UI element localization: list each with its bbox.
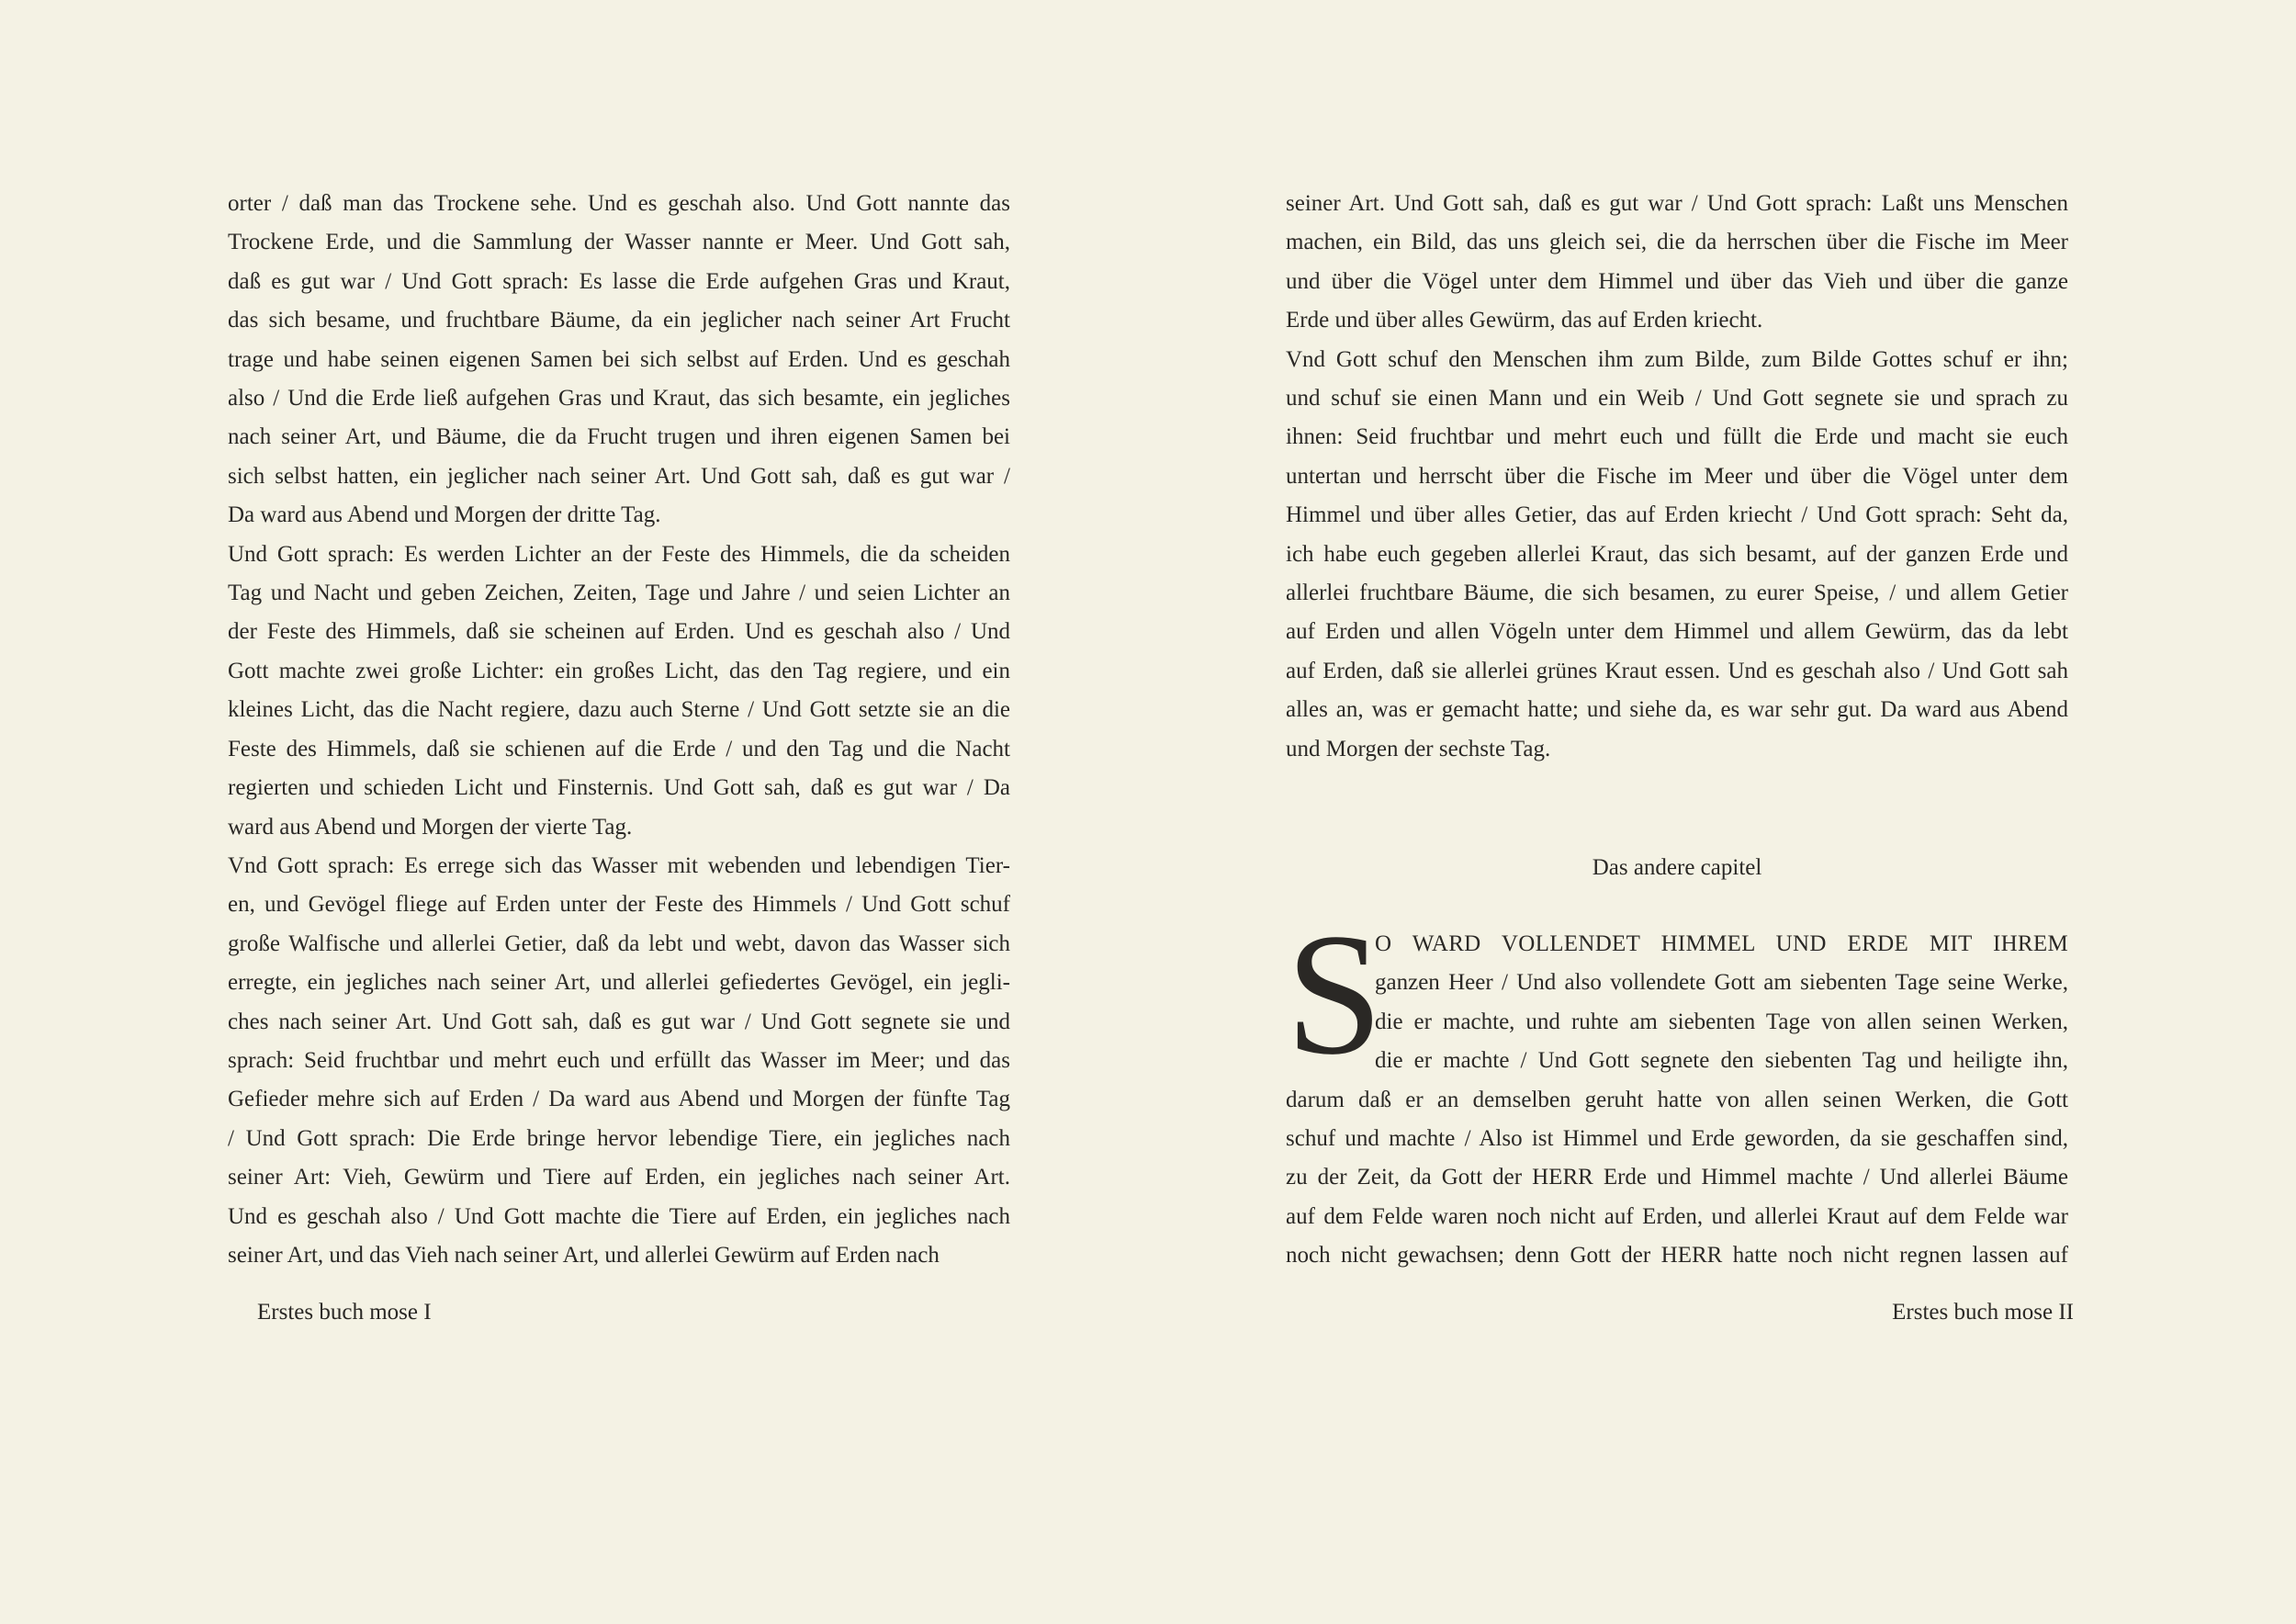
text-line: trage und habe seinen eigenen Samen bei sich selbst auf Erden. Und es geschah [228,346,1010,372]
text-line: die er machte, und ruhte am siebenten Tage von allen seinen Werken, [1375,1009,2068,1034]
text-line: Vnd Gott schuf den Menschen ihm zum Bilde, zum Bilde Gottes schuf er ihn; [1286,346,2068,372]
text-line: seiner Art. Und Gott sah, daß es gut war / Und Gott sprach: Laßt uns Menschen [1286,191,2068,216]
text-line: Gott machte zwei große Lichter: ein großes Licht, das den Tag regiere, und ein [228,658,1010,683]
chapter-heading: Das andere capitel [1592,855,1762,880]
text-line: ich habe euch gegeben allerlei Kraut, das sich besamt, auf der ganzen Erde und [1286,541,2068,567]
text-line: en, und Gevögel fliege auf Erden unter der Feste des Himmels / Und Gott schuf [228,892,1010,918]
text-line: das sich besame, und fruchtbare Bäume, da ein jeglicher nach seiner Art Frucht [228,308,1010,333]
text-line: O WARD VOLLENDET HIMMEL UND ERDE MIT IHREM [1375,931,2068,956]
text-line: Gefieder mehre sich auf Erden / Da ward aus Abend und Morgen der fünfte Tag [228,1087,1010,1112]
text-line: auf Erden und allen Vögeln unter dem Himmel und allem Gewürm, das da lebt [1286,619,2068,645]
drop-cap-lines [1375,925,2068,1081]
text-line: daß es gut war / Und Gott sprach: Es lasse die Erde aufgehen Gras und Kraut, [228,268,1010,294]
text-line: Und es geschah also / Und Gott machte die Tiere auf Erden, ein jegliches nach [228,1203,1010,1229]
text-line: seiner Art: Vieh, Gewürm und Tiere auf Erden, ein jegliches nach seiner Art. [228,1165,1010,1190]
chapter-opening [1286,898,2068,1276]
text-line: regierten und schieden Licht und Finsternis. Und Gott sah, daß es gut war / Da [228,775,1010,801]
text-line: machen, ein Bild, das uns gleich sei, die da herrschen über die Fische im Meer [1286,230,2068,255]
text-line: Tag und Nacht und geben Zeichen, Zeiten, Tage und Jahre / und seien Lichter an [228,581,1010,606]
text-line: erregte, ein jegliches nach seiner Art, und allerlei gefiedertes Gevögel, ein jegli- [228,970,1010,996]
text-line: Trockene Erde, und die Sammlung der Wasser nannte er Meer. Und Gott sah, [228,230,1010,255]
text-line: also / Und die Erde ließ aufgehen Gras und Kraut, das sich besamte, ein jegliches [228,386,1010,412]
text-line: und Morgen der sechste Tag. [1286,736,1551,761]
text-line: darum daß er an demselben geruht hatte von allen seinen Werken, die Gott [1286,1087,2068,1112]
text-line: Und Gott sprach: Es werden Lichter an der Feste des Himmels, die da scheiden [228,541,1010,567]
left-page-footer: Erstes buch mose I [257,1300,432,1325]
text-line: sich selbst hatten, ein jeglicher nach seiner Art. Und Gott sah, daß es gut war / [228,463,1010,489]
text-line: ches nach seiner Art. Und Gott sah, daß es gut war / Und Gott segnete sie und [228,1009,1010,1034]
right-page-text [1286,185,2068,769]
text-line: ihnen: Seid fruchtbar und mehrt euch und füllt die Erde und macht sie euch [1286,424,2068,450]
text-line: der Feste des Himmels, daß sie scheinen auf Erden. Und es geschah also / Und [228,619,1010,645]
text-line: zu der Zeit, da Gott der HERR Erde und Himmel machte / Und allerlei Bäume [1286,1165,2068,1190]
text-line: ganzen Heer / Und also vollendete Gott am siebenten Tage seine Werke, [1375,970,2068,996]
text-line: nach seiner Art, und Bäume, die da Frucht trugen und ihren eigenen Samen bei [228,424,1010,450]
text-line: Da ward aus Abend und Morgen der dritte Tag. [228,502,661,528]
text-line: Erde und über alles Gewürm, das auf Erden kriecht. [1286,308,1763,333]
right-page-footer: Erstes buch mose II [1892,1300,2074,1325]
text-line: seiner Art, und das Vieh nach seiner Art, und allerlei Gewürm auf Erden nach [228,1242,940,1268]
text-line: / Und Gott sprach: Die Erde bringe hervor lebendige Tiere, ein jegliches nach [228,1125,1010,1151]
text-line: auf dem Felde waren noch nicht auf Erden, und allerlei Kraut auf dem Felde war [1286,1203,2068,1229]
text-line: auf Erden, daß sie allerlei grünes Kraut essen. Und es geschah also / Und Gott sah [1286,658,2068,683]
chapter-body-lines [1286,1081,2068,1276]
text-line: orter / daß man das Trockene sehe. Und es geschah also. Und Gott nannte das [228,191,1010,216]
text-line: Feste des Himmels, daß sie schienen auf die Erde / und den Tag und die Nacht [228,736,1010,761]
text-line: sprach: Seid fruchtbar und mehrt euch und erfüllt das Wasser im Meer; und das [228,1047,1010,1073]
text-line: Himmel und über alles Getier, das auf Erden kriecht / Und Gott sprach: Seht da, [1286,502,2068,528]
text-line: noch nicht gewachsen; denn Gott der HERR hatte noch nicht regnen lassen auf [1286,1243,2068,1269]
text-line: kleines Licht, das die Nacht regiere, dazu auch Sterne / Und Gott setzte sie an die [228,697,1010,723]
text-line: große Walfische und allerlei Getier, daß da lebt und webt, davon das Wasser sich [228,930,1010,956]
text-line: und über die Vögel unter dem Himmel und über das Vieh und über die ganze [1286,268,2068,294]
drop-cap-initial: S [1286,898,1383,1091]
left-page-text [228,185,1010,1275]
text-line: und schuf sie einen Mann und ein Weib / Und Gott segnete sie und sprach zu [1286,386,2068,412]
text-line: die er machte / Und Gott segnete den siebenten Tag und heiligte ihn, [1375,1048,2068,1074]
text-line: ward aus Abend und Morgen der vierte Tag. [228,814,633,840]
text-line: allerlei fruchtbare Bäume, die sich besamen, zu eurer Speise, / und allem Getier [1286,581,2068,606]
right-page [1148,0,2296,1624]
text-line: untertan und herrscht über die Fische im Meer und über die Vögel unter dem [1286,463,2068,489]
text-line: Vnd Gott sprach: Es errege sich das Wasser mit webenden und lebendigen Tier- [228,852,1010,878]
text-line: schuf und machte / Also ist Himmel und Erde geworden, da sie geschaffen sind, [1286,1126,2068,1152]
text-line: alles an, was er gemacht hatte; und siehe da, es war sehr gut. Da ward aus Abend [1286,697,2068,723]
